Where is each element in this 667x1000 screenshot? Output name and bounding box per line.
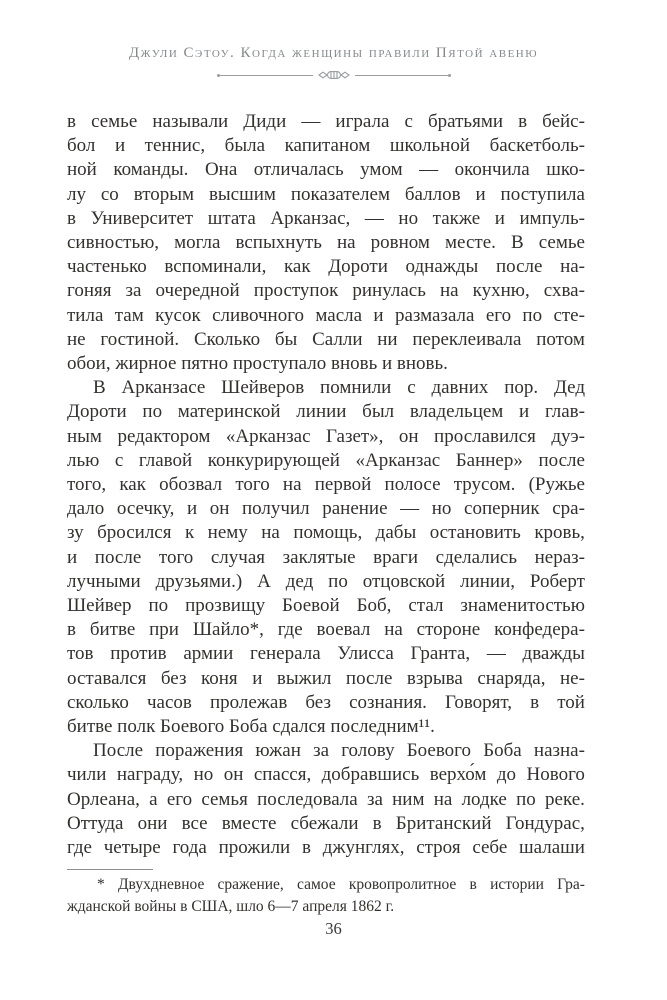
text-line: ной команды. Она отличалась умом — окончила шко- xyxy=(67,159,585,181)
paragraph xyxy=(67,739,585,860)
text-line: лью с главой конкурирующей «Арканзас Баннер» после xyxy=(67,449,585,471)
paragraph xyxy=(67,874,585,917)
paragraph xyxy=(67,376,585,739)
text-line: ным редактором «Арканзас Газет», он прославился дуэ- xyxy=(67,425,585,447)
text-line: оставался без коня и выжил после взрыва снаряда, не- xyxy=(67,667,585,689)
footnote-divider xyxy=(67,869,153,870)
header-divider xyxy=(217,69,451,81)
paragraph xyxy=(67,110,585,376)
text-line: После поражения южан за голову Боевого Боба назна- xyxy=(93,740,585,762)
text-line: Шейвер по прозвищу Боевой Боб, стал знаменитостью xyxy=(67,595,585,617)
text-line: бол и теннис, была капитаном школьной баскетболь- xyxy=(67,135,585,157)
text-line: дало осечку, и он получил ранение — но соперник сра- xyxy=(67,498,585,520)
text-line: В Арканзасе Шейверов помнили с давних пор. Дед xyxy=(93,377,585,399)
running-header: Джули Сэтоу. Когда женщины правили Пятой авеню xyxy=(128,45,539,61)
text-line: тов против армии генерала Улисса Гранта, — дважды xyxy=(67,643,585,665)
footnote xyxy=(67,874,585,917)
text-line: обои, жирное пятно проступало вновь и вновь. xyxy=(67,353,448,375)
text-line: лучными друзьями.) А дед по отцовской линии, Роберт xyxy=(67,570,585,592)
text-line: Оттуда они все вместе сбежали в Британский Гондурас, xyxy=(67,812,585,834)
text-line: в семье называли Диди — играла с братьями в бейс- xyxy=(67,111,585,132)
page-number: 36 xyxy=(325,919,342,938)
text-line: Орлеана, а его семья последовала за ним на лодке по реке. xyxy=(67,788,585,810)
chain-ornament-icon xyxy=(318,69,350,81)
text-line: того, как обозвал того на первой полосе трусом. (Ружье xyxy=(67,474,585,496)
text-line: сивностью, могла вспыхнуть на ровном месте. В семье xyxy=(67,232,585,254)
text-line: Дороти по материнской линии был владельцем и глав- xyxy=(67,401,585,423)
text-line: в Университет штата Арканзас, — но также и импуль- xyxy=(67,207,585,229)
text-line: * Двухдневное сражение, самое кровопролитное в истории Гра- xyxy=(97,876,585,894)
text-line: лу со вторым высшим показателем баллов и поступила xyxy=(67,183,585,205)
text-line: не гостиной. Сколько бы Салли ни переклеивала потом xyxy=(67,328,585,350)
text-line: где четыре года прожили в джунглях, строя себе шалаши xyxy=(67,837,585,859)
text-line: и после того случая заклятые враги сделались нераз- xyxy=(67,546,585,568)
text-line: жданской войны в США, шло 6—7 апреля 1862 г. xyxy=(67,897,395,915)
divider-right-line xyxy=(355,75,448,76)
text-line: в битве при Шайло*, где воевал на стороне конфедера- xyxy=(67,619,585,641)
text-line: частенько вспоминали, как Дороти однажды после на- xyxy=(67,256,585,278)
divider-right-dot xyxy=(448,74,451,77)
text-line: тила там кусок сливочного масла и размазала его по сте- xyxy=(67,304,585,326)
text-line: битве полк Боевого Боба сдался последним¹¹. xyxy=(67,716,435,738)
page-body xyxy=(67,110,585,860)
text-line: гоняя за очередной проступок ринулась на кухню, схва- xyxy=(67,280,585,302)
text-line: чили награду, но он спасся, добравшись верхо́м до Нового xyxy=(67,764,585,786)
text-line: зу бросился к нему на помощь, дабы остановить кровь, xyxy=(67,522,585,544)
divider-left-line xyxy=(220,75,313,76)
text-line: сколько часов пролежав без сознания. Говорят, в той xyxy=(67,691,585,713)
